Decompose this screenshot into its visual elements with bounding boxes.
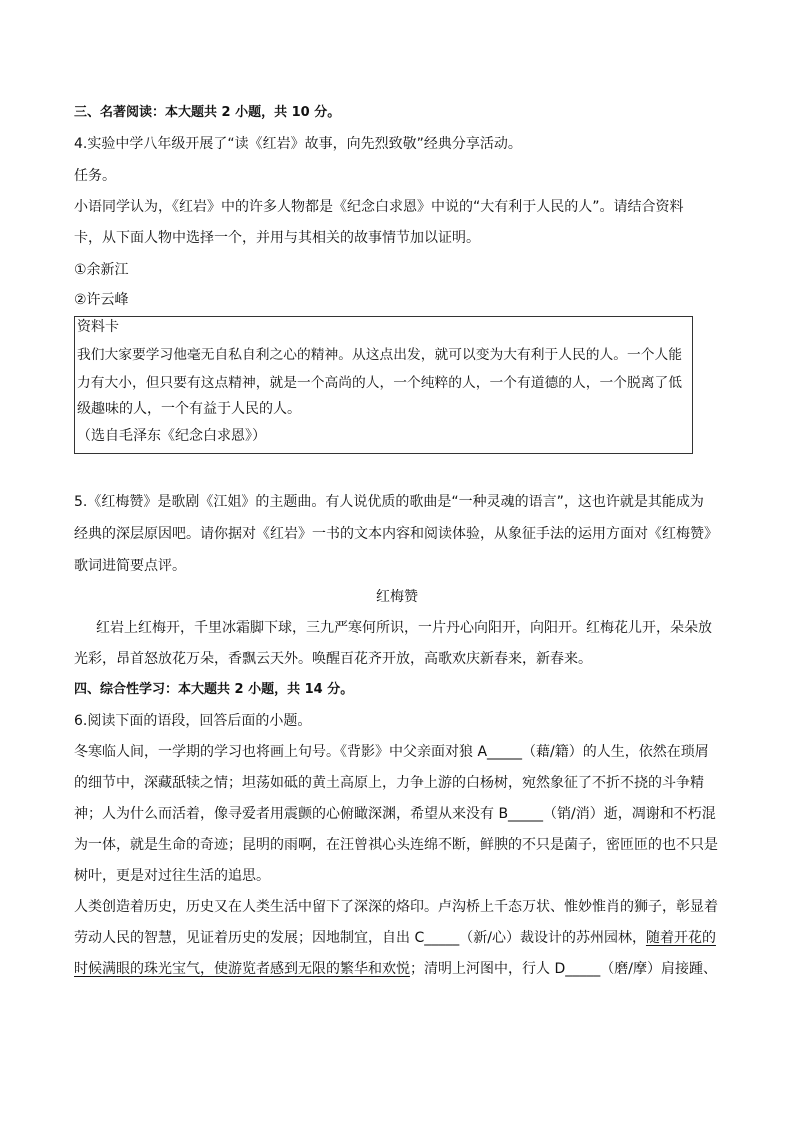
passage-2-line-3 xyxy=(74,959,720,979)
passage-1-line-5: 树叶，更是对过往生活的追思。 xyxy=(74,868,270,884)
passage-2-line-1: 人类创造着历史，历史又在人类生活中留下了深深的烙印。卢沟桥上千态万状、惟妙惟肖的狮子，彰显着 xyxy=(74,899,718,915)
passage-1-line-4: 为一体，就是生命的奇迹；昆明的雨啊，在汪曾祺心头连绵不断，鲜腴的不只是菌子，密匝匝的也不只是 xyxy=(74,837,718,853)
song-title: 红梅赞 xyxy=(376,589,418,605)
reference-card-line-3: 级趣味的人，一个有益于人民的人。 xyxy=(77,401,301,417)
passage-2-line-2 xyxy=(74,928,720,948)
section-4-heading: 四、综合性学习：本大题共 2 小题，共 14 分。 xyxy=(74,682,354,697)
passage-1-line-1: 冬寒临人间，一学期的学习也将画上句号。《背影》中父亲面对狼 A_____（藉/籍）的人生，依然在琐屑 xyxy=(74,744,709,760)
underlined-sentence-end: 时候满眼的珠光宝气，使游览者感到无限的繁华和欢悦 xyxy=(74,961,410,977)
question-4-prompt-line-2: 卡，从下面人物中选择一个，并用与其相关的故事情节加以证明。 xyxy=(74,230,480,246)
passage-2-line-2-text: 劳动人民的智慧，见证着历史的发展；因地制宜，自出 C_____（新/心）裁设计的苏州园林， xyxy=(74,930,646,946)
question-5-line-2: 经典的深层原因吧。请你据对《红岩》一书的文本内容和阅读体验，从象征手法的运用方面对《红梅赞》 xyxy=(74,526,718,542)
reference-card xyxy=(74,316,693,454)
passage-2-line-3-text: ；清明上河图中，行人 D_____（磨/摩）肩接踵、 xyxy=(410,961,717,977)
reference-card-line-2: 力有大小，但只要有这点精神，就是一个高尚的人，一个纯粹的人，一个有道德的人，一个脱离了低 xyxy=(77,375,683,391)
question-4-stem: 4.实验中学八年级开展了“读《红岩》故事，向先烈致敬”经典分享活动。 xyxy=(74,136,522,152)
question-6-stem: 6.阅读下面的语段，回答后面的小题。 xyxy=(74,713,312,729)
question-4-task-label: 任务。 xyxy=(74,168,116,184)
question-4-option-1: ①余新江 xyxy=(74,262,129,278)
passage-1-line-3: 神；人为什么而活着，像寻爱者用震颤的心俯瞰深渊，希望从来没有 B_____（销/消）逝，凋谢和不朽混 xyxy=(74,806,716,822)
question-4-option-2: ②许云峰 xyxy=(74,292,129,308)
section-3-heading: 三、名著阅读：本大题共 2 小题，共 10 分。 xyxy=(74,105,341,120)
lyrics-line-1: 红岩上红梅开，千里冰霜脚下球，三九严寒何所识，一片丹心向阳开，向阳开。红梅花儿开，朵朵放 xyxy=(96,620,712,636)
reference-card-line-1: 我们大家要学习他毫无自私自利之心的精神。从这点出发，就可以变为大有利于人民的人。一个人能 xyxy=(77,347,683,363)
question-5-line-1: 5.《红梅赞》是歌剧《江姐》的主题曲。有人说优质的歌曲是“一种灵魂的语言”，这也许就是其能成为 xyxy=(74,494,704,510)
question-4-prompt-line-1: 小语同学认为，《红岩》中的许多人物都是《纪念白求恩》中说的“大有利于人民的人”。请结合资料 xyxy=(74,199,684,215)
underlined-sentence-start: 随着开花的 xyxy=(645,930,716,946)
reference-card-title: 资料卡 xyxy=(77,319,119,335)
question-5-line-3: 歌词进简要点评。 xyxy=(74,558,186,574)
reference-card-source: （选自毛泽东《纪念白求恩》） xyxy=(77,428,266,444)
lyrics-line-2: 光彩，昂首怒放花万朵，香飘云天外。唤醒百花齐开放，高歌欢庆新春来，新春来。 xyxy=(74,651,592,667)
passage-1-line-2: 的细节中，深藏舐犊之情；坦荡如砥的黄土高原上，力争上游的白杨树，宛然象征了不折不挠的斗争精 xyxy=(74,775,704,791)
